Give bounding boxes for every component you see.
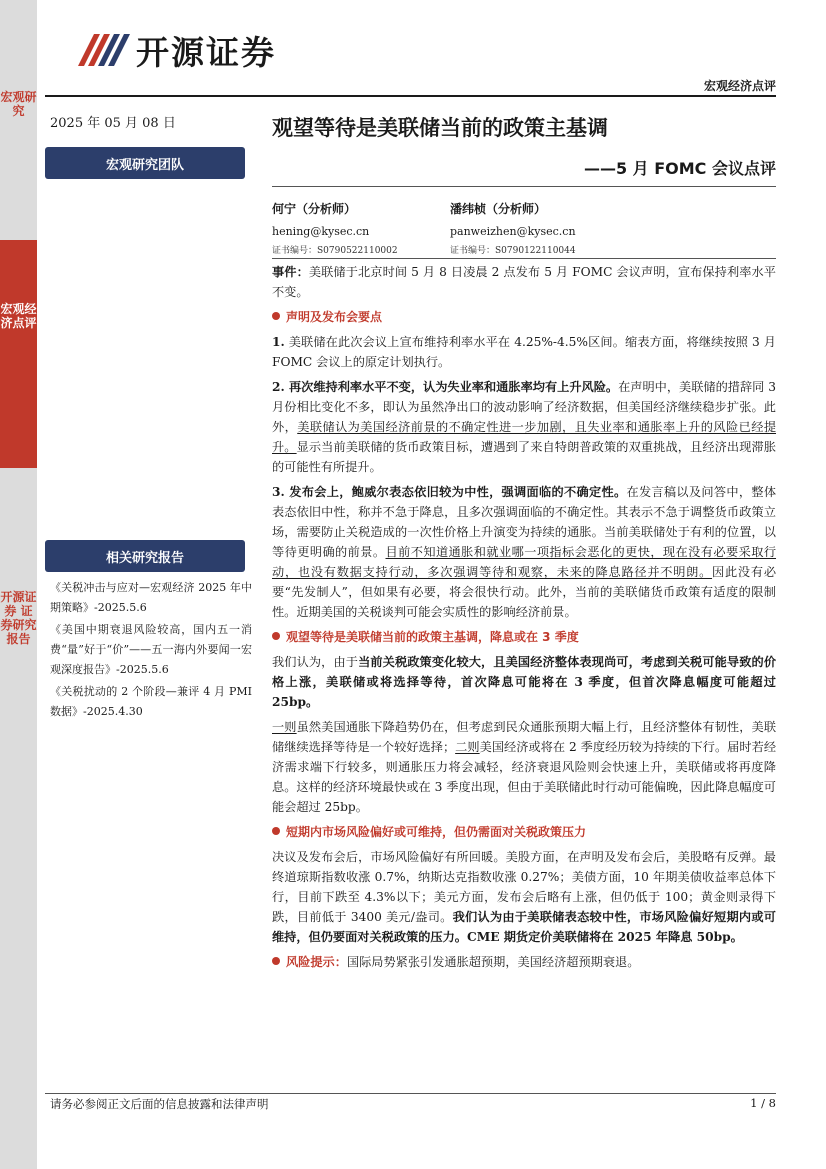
section-heading-text: 声明及发布会要点 <box>286 310 383 324</box>
paragraph-bold: 当前关税政策变化较大，且美国经济整体表现尚可，考虑到关税可能导致的价格上涨，美联储或将选择等待，首次降息可能将在 3 季度，但首次降息幅度可能超过 25bp。 <box>272 655 777 709</box>
title-divider <box>272 186 776 187</box>
team-banner: 宏观研究团队 <box>45 147 245 179</box>
sidebar-top-label: 宏观研究 <box>0 90 37 118</box>
event-text: 美联储于北京时间 5 月 8 日凌晨 2 点发布 5 月 FOMC 会议声明，宣布保持利率水平不变。 <box>272 265 776 299</box>
paragraph-underline: 目前不知道通胀和就业哪一项指标会恶化的更快，现在没有必要采取行动，也没有数据支持行动，多次强调等待和观察，未来的降息路径并不明朗。 <box>272 545 777 579</box>
analyst-name: 潘纬桢（分析师） <box>450 202 547 216</box>
paragraph-text: 显示当前美联储的货币政策目标，遭遇到了来自特朗普政策的双重挑战，且经济出现滞胀的可能性有所提升。 <box>272 440 777 474</box>
related-reports-banner: 相关研究报告 <box>45 540 245 572</box>
related-report-link[interactable]: 《关税冲击与应对—宏观经济 2025 年中期策略》-2025.5.6 <box>50 581 252 614</box>
paragraph-text: 在发言稿以及问答中，整体表态依旧中性，称并不急于降息，且多次强调面临的不确定性。其表示不急于调整货币政策立场，需要防止关税造成的一次性价格上升演变为持续的通胀。当前美联储处于有利的位置，以等待更明确的前景。 <box>272 485 777 559</box>
paragraph-text: 美国经济或将在 2 季度经历较为持续的下行。届时若经济需求端下行较多，则通胀压力将会减轻，经济衰退风险则会快速上升，美联储或将再度降息。这样的经济环境最快或在 3 季度出现，但由于美联储此时行动可能偏晚，因此降息幅度可能会超过 25bp。 <box>272 740 777 814</box>
paragraph-text: 在声明中，美联储的措辞同 3 月份相比变化不多，即认为虽然净出口的波动影响了经济数据，但美国经济继续稳步扩张。此外， <box>272 380 776 434</box>
paragraph-underline: 二则 <box>455 740 480 754</box>
analyst-divider <box>272 258 776 259</box>
paragraph-bold: 我们认为由于美联储表态较中性，市场风险偏好短期内或可维持，但仍要面对关税政策的压力。CME 期货定价美联储将在 2025 年降息 50bp。 <box>272 910 776 944</box>
risk-text: 国际局势紧张引发通胀超预期，美国经济超预期衰退。 <box>346 955 640 969</box>
report-date: 2025 年 05 月 08 日 <box>50 116 176 131</box>
paragraph <box>272 377 776 477</box>
paragraph <box>272 652 776 712</box>
paragraph <box>272 847 776 947</box>
footer-divider <box>45 1093 776 1094</box>
section-heading <box>272 307 776 327</box>
paragraph <box>272 482 776 622</box>
main-body <box>272 262 776 977</box>
paragraph <box>272 332 776 372</box>
analyst-cert: 证书编号：S0790522110002 <box>272 246 398 256</box>
analyst-card <box>272 200 398 256</box>
analyst-email[interactable]: panweizhen@kysec.cn <box>450 225 576 238</box>
paragraph <box>272 717 776 817</box>
paragraph-underline: 美联储认为美国经济前景的不确定性进一步加剧，且失业率和通胀率上升的风险已经提升。 <box>272 420 777 454</box>
header-divider <box>45 95 776 97</box>
sidebar-mid-band <box>0 240 37 468</box>
event-paragraph <box>272 262 776 302</box>
analyst-email[interactable]: hening@kysec.cn <box>272 225 370 238</box>
risk-paragraph <box>272 952 776 972</box>
bullet-icon <box>272 957 280 965</box>
report-type-label: 宏观经济点评 <box>703 79 776 93</box>
analyst-card <box>450 200 576 256</box>
page-number: 1 / 8 <box>750 1096 776 1110</box>
analyst-name: 何宁（分析师） <box>272 202 357 216</box>
paragraph-text: 美联储在此次会议上宣布维持利率水平在 4.25%-4.5%区间。缩表方面，将继续按照 3 月 FOMC 会议上的原定计划执行。 <box>272 335 776 369</box>
page-subtitle: ——5 月 FOMC 会议点评 <box>583 159 776 178</box>
section-heading-text: 短期内市场风险偏好或可维持，但仍需面对关税政策压力 <box>286 825 587 839</box>
paragraph-text: 我们认为，由于 <box>272 655 359 669</box>
page-title: 观望等待是美联储当前的政策主基调 <box>272 116 608 140</box>
section-heading <box>272 627 776 647</box>
bullet-icon <box>272 312 280 320</box>
related-report-link[interactable]: 《美国中期衰退风险较高，国内五一消费“量”好于“价”——五一海内外要闻一宏观深度报告》-2025.5.6 <box>50 623 252 676</box>
sidebar-top-band <box>0 0 37 240</box>
company-logo <box>74 28 276 72</box>
paragraph-text: 决议及发布会后，市场风险偏好有所回暖。美股方面，在声明及发布会后，美股略有反弹。最终道琼斯指数收涨 0.7%，纳斯达克指数收涨 0.27%；美债方面，10 年期美债收益率总体下行，目前下跌至 4.3%以下；美元方面，发布会后略有上涨，但仍低于 100；黄金则录得下跌，目前低于 3400 美元/盎司。 <box>272 850 776 924</box>
related-reports-list <box>50 578 252 724</box>
logo-mark-icon <box>74 28 130 72</box>
point-number: 1. <box>272 335 285 349</box>
sidebar-bottom-label: 开源证券 证券研究报告 <box>0 590 37 646</box>
risk-label: 风险提示： <box>286 955 347 969</box>
bullet-icon <box>272 632 280 640</box>
related-report-link[interactable]: 《关税扰动的 2 个阶段—兼评 4 月 PMI 数据》-2025.4.30 <box>50 685 252 718</box>
section-heading-text: 观望等待是美联储当前的政策主基调，降息或在 3 季度 <box>286 630 579 644</box>
bullet-icon <box>272 827 280 835</box>
paragraph-bold: 3. 发布会上，鲍威尔表态依旧较为中性，强调面临的不确定性。 <box>272 485 627 499</box>
sidebar-bottom-band <box>0 468 37 1169</box>
paragraph-text: 因此没有必要“先发制人”，但如果有必要，将会很快行动。此外，当前的美联储货币政策有适度的限制性。近期美国的关税谈判可能会实质性的影响经济前景。 <box>272 565 777 619</box>
event-label: 事件： <box>272 265 309 279</box>
logo-text: 开源证券 <box>136 32 276 72</box>
paragraph-text: 虽然美国通胀下降趋势仍在，但考虑到民众通胀预期大幅上行，且经济整体有韧性，美联储继续选择等待是一个较好选择； <box>272 720 777 754</box>
paragraph-underline: 一则 <box>272 720 297 734</box>
sidebar-mid-label: 宏观经济点评 <box>0 302 37 330</box>
paragraph-bold: 2. 再次维持利率水平不变，认为失业率和通胀率均有上升风险。 <box>272 380 619 394</box>
footer-disclaimer: 请务必参阅正文后面的信息披露和法律声明 <box>50 1097 269 1111</box>
section-heading <box>272 822 776 842</box>
analyst-cert: 证书编号：S0790122110044 <box>450 246 576 256</box>
